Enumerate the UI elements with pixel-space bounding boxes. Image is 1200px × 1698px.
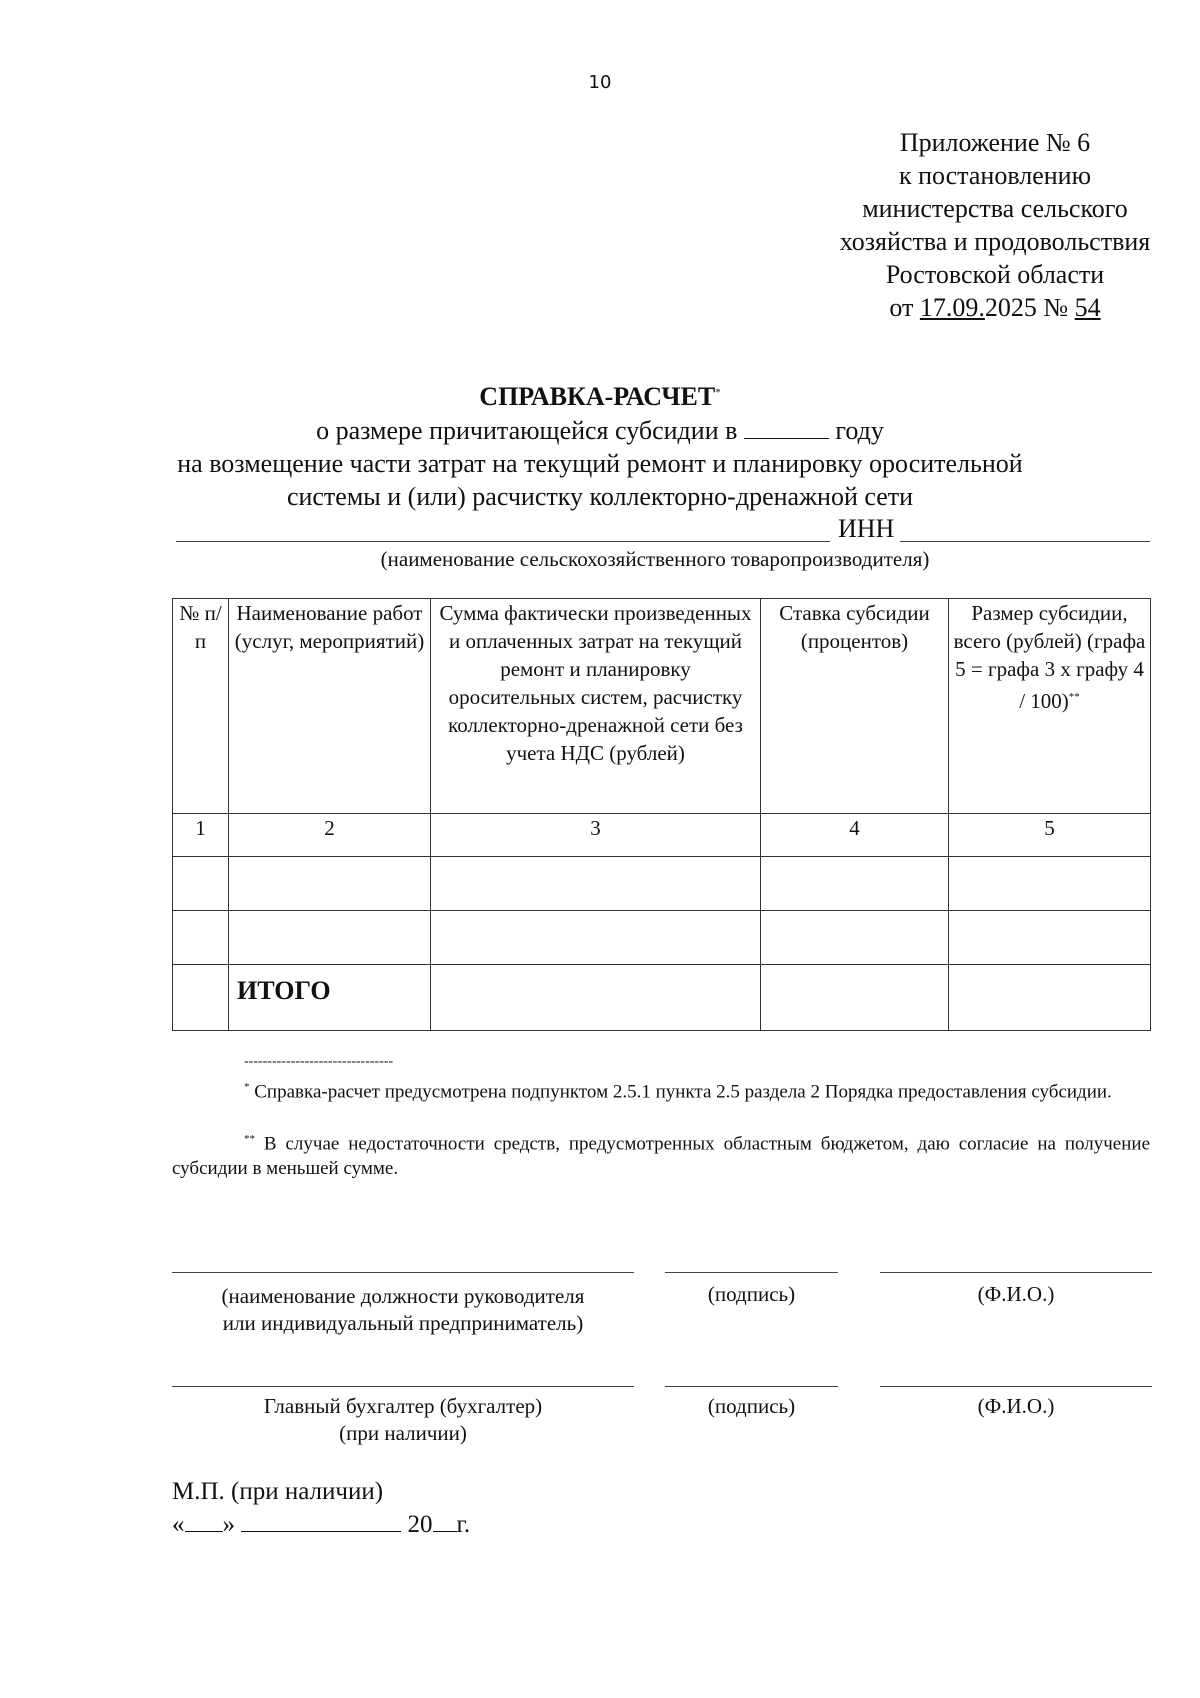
signature-caption: (подпись) — [707, 1394, 796, 1418]
table-cell[interactable] — [949, 911, 1151, 965]
stamp-label: М.П. (при наличии) — [172, 1478, 384, 1505]
table-cell[interactable] — [949, 857, 1151, 911]
accountant-field[interactable] — [172, 1386, 634, 1387]
footnote-text: Справка-расчет предусмотрена подпунктом 2.5.1 пункта 2.5 раздела 2 Порядка предоставления субсидии. — [254, 1081, 1112, 1103]
table-cell[interactable] — [173, 911, 229, 965]
subtitle-line: на возмещение части затрат на текущий ремонт и планировку оросительной — [177, 449, 1023, 478]
table-cell — [173, 965, 229, 1031]
table-cell[interactable] — [229, 911, 431, 965]
footnote-mark: ** — [244, 1133, 255, 1145]
signature-caption: (подпись) — [707, 1282, 796, 1306]
appendix-line: министерства сельского — [862, 194, 1128, 223]
month-field[interactable] — [241, 1511, 401, 1532]
footnote-2 — [172, 1127, 1150, 1181]
accountant-fio-field[interactable] — [880, 1386, 1152, 1387]
title-text: СПРАВКА-РАСЧЕТ — [479, 382, 716, 411]
inn-label: ИНН — [838, 514, 895, 543]
footnote-separator: -------------------------------- — [244, 1054, 394, 1069]
table-cell[interactable] — [949, 965, 1151, 1031]
appendix-line: Ростовской области — [885, 260, 1105, 289]
head-fio-field[interactable] — [880, 1272, 1152, 1273]
subtitle-line-year — [0, 414, 1200, 447]
table-row — [173, 857, 1151, 911]
table-cell[interactable] — [431, 965, 761, 1031]
quote-close: » — [222, 1511, 235, 1538]
header-cell: Наименование работ (услуг, мероприятий) — [229, 599, 431, 814]
head-position-caption — [172, 1283, 634, 1337]
appendix-line: хозяйства и продовольствия — [839, 227, 1151, 256]
appendix-block — [800, 126, 1190, 324]
table-cell[interactable] — [173, 857, 229, 911]
caption-line: Главный бухгалтер (бухгалтер) — [263, 1394, 543, 1418]
year-prefix: 20 — [407, 1511, 433, 1538]
title-footnote-mark: * — [715, 386, 721, 399]
footnote-1 — [172, 1075, 1150, 1104]
subtitle-text: о размере причитающейся субсидии в — [316, 416, 738, 445]
producer-name-caption: (наименование сельскохозяйственного товаропроизводителя) — [380, 547, 930, 571]
document-subtitle — [0, 414, 1200, 513]
column-number: 3 — [431, 814, 761, 857]
subtitle-line: системы и (или) расчистку коллекторно-дренажной сети — [286, 482, 914, 511]
quote-open: « — [172, 1511, 185, 1538]
accountant-caption — [172, 1393, 634, 1447]
day-field[interactable] — [185, 1511, 223, 1532]
total-row — [173, 965, 1151, 1031]
appendix-date-line — [800, 291, 1190, 324]
subtitle-text: году — [835, 416, 884, 445]
footnote-mark: * — [244, 1081, 250, 1093]
table-cell[interactable] — [431, 857, 761, 911]
accountant-signature-field[interactable] — [665, 1386, 838, 1387]
table-cell[interactable] — [761, 965, 949, 1031]
header-footnote-mark: ** — [1068, 691, 1080, 703]
document-title — [0, 382, 1200, 412]
column-number: 1 — [173, 814, 229, 857]
footnote-text: В случае недостаточности средств, предусмотренных областным бюджетом, даю согласие на получение субсидии в меньшей сумме. — [172, 1133, 1151, 1180]
calculation-table — [172, 598, 1151, 1031]
fio-caption: (Ф.И.О.) — [977, 1282, 1055, 1306]
column-number-row — [173, 814, 1151, 857]
date-prefix: от — [889, 293, 920, 322]
table-row — [173, 911, 1151, 965]
table-cell[interactable] — [431, 911, 761, 965]
header-cell-subsidy — [949, 599, 1151, 814]
header-cell: Сумма фактически произведенных и оплаченных затрат на текущий ремонт и планировку оросительных систем, расчистку коллекторно-дренажной сети без учета НДС (рублей) — [431, 599, 761, 814]
total-label: ИТОГО — [229, 965, 431, 1031]
date-line — [172, 1511, 470, 1539]
producer-name-field[interactable] — [176, 520, 830, 542]
inn-field[interactable] — [900, 520, 1150, 542]
page-number: 10 — [588, 72, 612, 93]
table-header-row — [173, 599, 1151, 814]
header-cell: № п/п — [173, 599, 229, 814]
column-number: 4 — [761, 814, 949, 857]
caption-line: (наименование должности руководителя — [221, 1284, 585, 1308]
head-signature-field[interactable] — [665, 1272, 838, 1273]
caption-line: или индивидуальный предприниматель) — [222, 1311, 584, 1335]
table-cell[interactable] — [229, 857, 431, 911]
caption-line: (при наличии) — [339, 1421, 467, 1445]
resolution-number: 54 — [1074, 293, 1101, 322]
header-text: Размер субсидии, всего (рублей) (графа 5 = графа 3 х графу 4 / 100) — [953, 601, 1146, 713]
number-prefix: № — [1036, 293, 1075, 322]
year-blank[interactable] — [744, 416, 829, 439]
table-cell[interactable] — [761, 911, 949, 965]
resolution-year: 2025 — [984, 293, 1037, 322]
fio-caption: (Ф.И.О.) — [977, 1394, 1055, 1418]
appendix-line: к постановлению — [898, 161, 1092, 190]
appendix-line: Приложение № 6 — [899, 128, 1091, 157]
column-number: 5 — [949, 814, 1151, 857]
column-number: 2 — [229, 814, 431, 857]
resolution-date: 17.09. — [919, 293, 985, 322]
year-suffix: г. — [456, 1511, 471, 1538]
header-cell: Ставка субсидии (процентов) — [761, 599, 949, 814]
table-cell[interactable] — [761, 857, 949, 911]
year-field[interactable] — [433, 1511, 457, 1532]
head-position-field[interactable] — [172, 1272, 634, 1273]
